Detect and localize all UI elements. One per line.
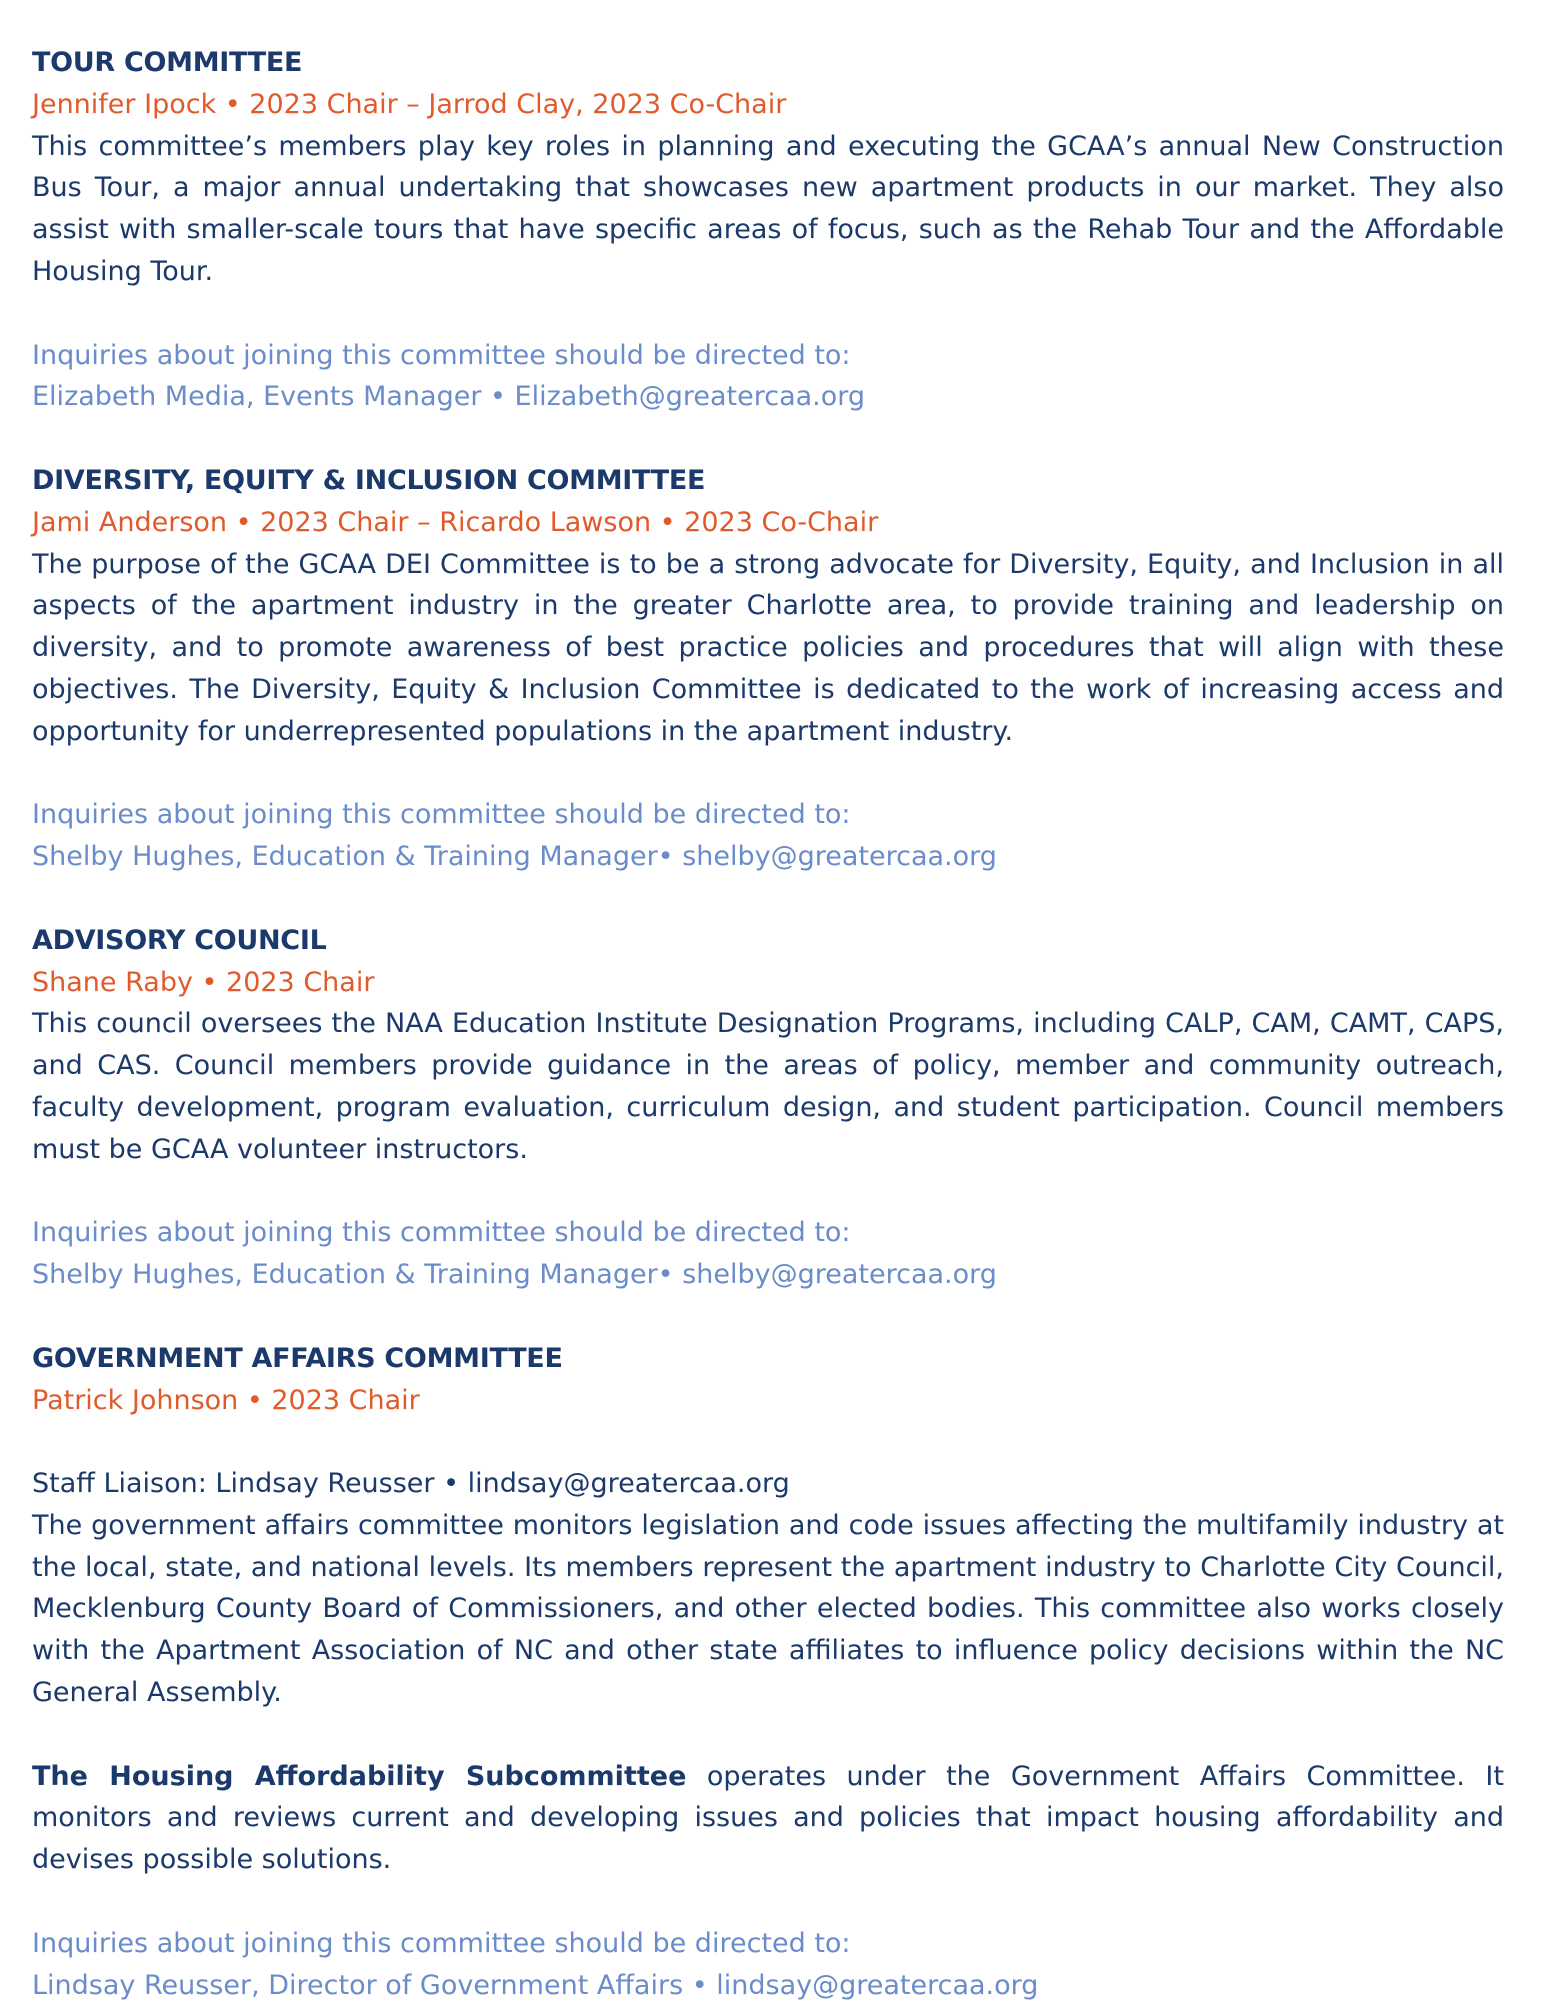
section-dei-committee (32, 460, 1504, 920)
section-advisory-council (32, 920, 1504, 1338)
section-chairs: Jennifer Ipock • 2023 Chair – Jarrod Clay, 2023 Co-Chair (32, 88, 787, 120)
section-description: This council oversees the NAA Education Institute Designation Programs, including CALP, CAM, CAMT, CAPS, and CAS. Council members provide guidance in the areas of policy, member and community outreach, faculty development, program evaluation, curriculum design, and student participation. Council members must be GCAA volunteer instructors. (32, 1008, 1504, 1165)
section-chairs: Shane Raby • 2023 Chair (32, 966, 375, 998)
inquiry-label: Inquiries about joining this committee should be directed to: (32, 1217, 851, 1249)
section-description: The purpose of the GCAA DEI Committee is to be a strong advocate for Diversity, Equity, and Inclusion in all aspects of the apartment industry in the greater Charlotte area, to provide training and leadership on diversity, and to promote awareness of best practice policies and procedures that will align with these objectives. The Diversity, Equity & Inclusion Committee is dedicated to the work of increasing access and opportunity for underrepresented populations in the apartment industry. (32, 548, 1504, 747)
section-title: ADVISORY COUNCIL (32, 924, 327, 956)
inquiry-contact: Elizabeth Media, Events Manager • Elizabeth@greatercaa.org (32, 381, 866, 413)
spacer (32, 418, 1504, 460)
spacer (32, 293, 1504, 335)
inquiry-label: Inquiries about joining this committee should be directed to: (32, 799, 851, 831)
section-title: GOVERNMENT AFFAIRS COMMITTEE (32, 1342, 563, 1374)
subcommittee-paragraph (32, 1756, 1504, 1881)
spacer (32, 878, 1504, 920)
section-tour-committee (32, 42, 1504, 460)
section-title: TOUR COMMITTEE (32, 47, 303, 78)
subcommittee-name: The Housing Affordability Subcommittee (32, 1760, 687, 1792)
spacer (32, 1714, 1504, 1756)
inquiry-contact: Shelby Hughes, Education & Training Manager• shelby@greatercaa.org (32, 841, 997, 873)
document-page (32, 42, 1504, 2006)
spacer (32, 1296, 1504, 1338)
section-chairs: Patrick Johnson • 2023 Chair (32, 1384, 420, 1416)
inquiry-contact: Shelby Hughes, Education & Training Manager• shelby@greatercaa.org (32, 1259, 997, 1291)
staff-liaison: Staff Liaison: Lindsay Reusser • lindsay@greatercaa.org (32, 1468, 790, 1500)
section-description: This committee’s members play key roles in planning and executing the GCAA’s annual New Construction Bus Tour, a major annual undertaking that showcases new apartment products in our market. They also assist with smaller-scale tours that have specific areas of focus, such as the Rehab Tour and the Affordable Housing Tour. (32, 130, 1504, 287)
inquiry-label: Inquiries about joining this committee should be directed to: (32, 339, 851, 371)
inquiry-contact: Lindsay Reusser, Director of Government Affairs • lindsay@greatercaa.org (32, 1969, 1039, 2001)
inquiry-label: Inquiries about joining this committee should be directed to: (32, 1927, 851, 1959)
section-description: The government affairs committee monitors legislation and code issues affecting the multifamily industry at the local, state, and national levels. Its members represent the apartment industry to Charlotte City Council, Mecklenburg County Board of Commissioners, and other elected bodies. This committee also works closely with the Apartment Association of NC and other state affiliates to influence policy decisions within the NC General Assembly. (32, 1509, 1504, 1709)
section-government-affairs (32, 1338, 1504, 2006)
spacer (32, 1881, 1504, 1923)
spacer (32, 1171, 1504, 1213)
spacer (32, 753, 1504, 795)
subcommittee-text: operates under the Government Affairs Committee. It monitors and reviews current and developing issues and policies that impact housing affordability and devises possible solutions. (32, 1760, 1504, 1876)
section-title: DIVERSITY, EQUITY & INCLUSION COMMITTEE (32, 464, 706, 496)
section-chairs: Jami Anderson • 2023 Chair – Ricardo Lawson • 2023 Co-Chair (32, 506, 879, 538)
spacer (32, 1421, 1504, 1463)
